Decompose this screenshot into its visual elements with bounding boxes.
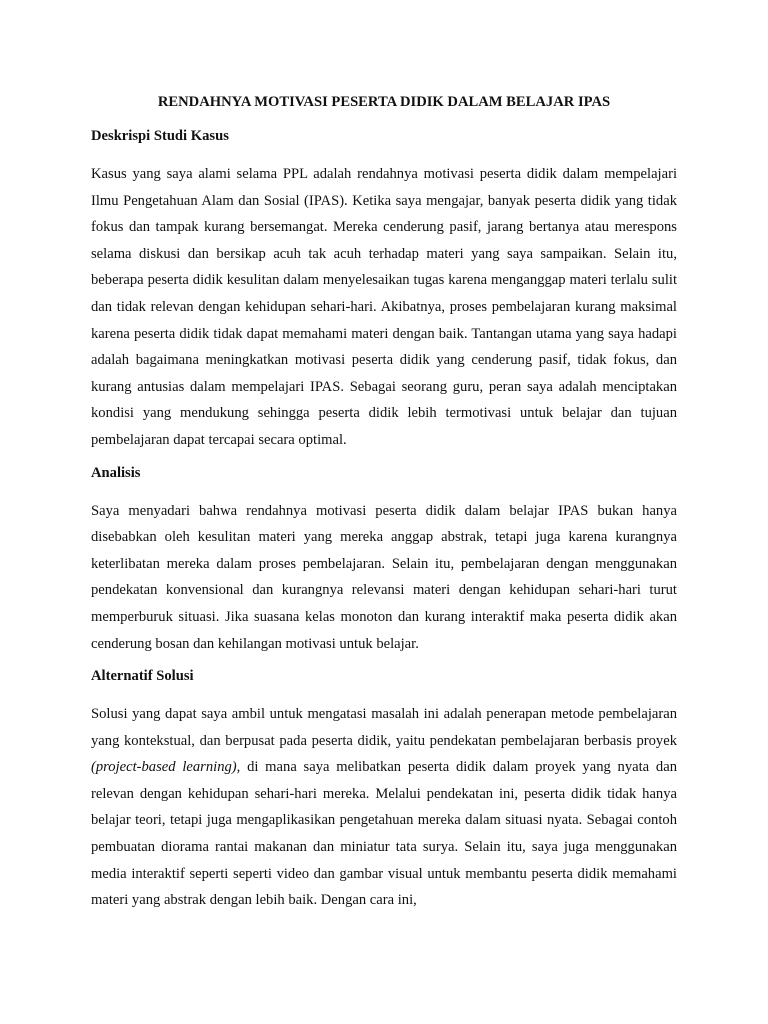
section-case-description [91, 126, 677, 454]
document-title: RENDAHNYA MOTIVASI PESERTA DIDIK DALAM BELAJAR IPAS [157, 94, 611, 110]
paragraph-text: Solusi yang dapat saya ambil untuk mengatasi masalah ini adalah penerapan metode pembelajaran yang kontekstual, dan berpusat pada peserta didik, yaitu pendekatan pembelajaran berbasis proyek [91, 706, 677, 749]
section-heading: Alternatif Solusi [91, 668, 194, 685]
section-paragraph: Kasus yang saya alami selama PPL adalah rendahnya motivasi peserta didik dalam mempelajari Ilmu Pengetahuan Alam dan Sosial (IPAS). Ketika saya mengajar, banyak peserta didik yang tidak fokus dan tampak kurang bersemangat. Mereka cenderung pasif, jarang bertanya atau merespons selama diskusi dan bersikap acuh tak acuh terhadap materi yang saya sampaikan. Selain itu, beberapa peserta didik kesulitan dalam menyelesaikan tugas karena menganggap materi terlalu sulit dan tidak relevan dengan kehidupan sehari-hari. Akibatnya, proses pembelajaran kurang maksimal karena peserta didik tidak dapat memahami materi dengan baik. Tantangan utama yang saya hadapi adalah bagaimana meningkatkan motivasi peserta didik yang cenderung pasif, tidak fokus, dan kurang antusias dalam mempelajari IPAS. Sebagai seorang guru, peran saya adalah menciptakan kondisi yang mendukung sehingga peserta didik lebih termotivasi untuk belajar dan tujuan pembelajaran dapat tercapai secara optimal. [91, 166, 677, 448]
section-paragraph: Saya menyadari bahwa rendahnya motivasi peserta didik dalam belajar IPAS bukan hanya disebabkan oleh kesulitan materi yang mereka anggap abstrak, tetapi juga karena kurangnya keterlibatan mereka dalam proses pembelajaran. Selain itu, pembelajaran dengan menggunakan pendekatan konvensional dan kurangnya relevansi materi dengan kehidupan sehari-hari turut memperburuk situasi. Jika suasana kelas monoton dan kurang interaktif maka peserta didik akan cenderung bosan dan kehilangan motivasi untuk belajar. [91, 502, 677, 652]
section-heading: Analisis [91, 464, 141, 481]
section-alternative-solution [91, 666, 677, 914]
italic-term: (project-based learning) [91, 759, 237, 776]
paragraph-text: , di mana saya melibatkan peserta didik dalam proyek yang nyata dan relevan dengan kehidupan sehari-hari mereka. Melalui pendekatan ini, peserta didik tidak hanya belajar teori, tetapi juga mengaplikasikan pengetahuan mereka dalam situasi nyata. Sebagai contoh pembuatan diorama rantai makanan dan miniatur tata surya. Selain itu, saya juga menggunakan media interaktif seperti seperti video dan gambar visual untuk membantu peserta didik memahami materi yang abstrak dengan lebih baik. Dengan cara ini, [91, 759, 677, 909]
section-paragraph [91, 701, 677, 914]
section-analysis [91, 463, 677, 658]
section-heading: Deskrispi Studi Kasus [91, 128, 229, 144]
